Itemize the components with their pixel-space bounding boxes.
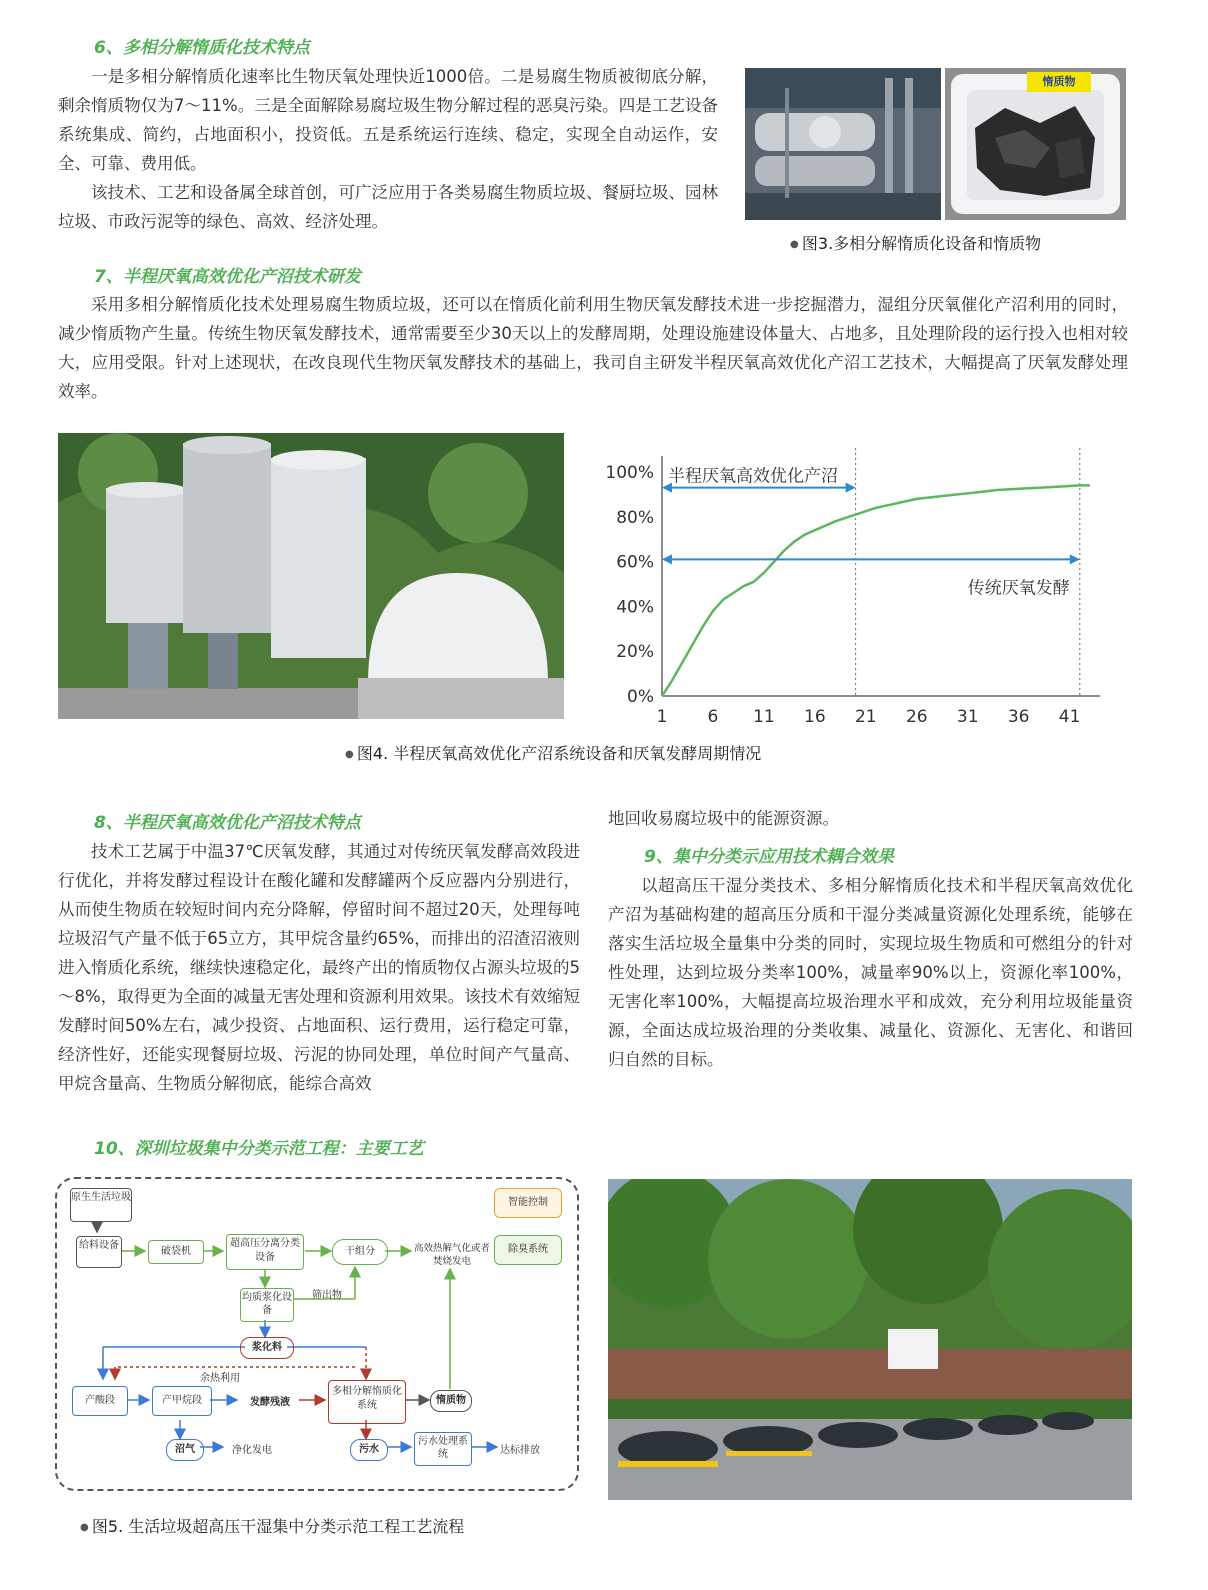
node-biogas: 沼气 xyxy=(166,1439,204,1461)
x-tick-label: 41 xyxy=(1058,707,1081,727)
sec9-p1: 以超高压干湿分类技术、多相分解惰质化技术和半程厌氧高效优化产沼为基础构建的超高压分质和干湿分类减量资源化处理系统，能够在落实生活垃圾全量集中分类的同时，实现垃圾生物质和可燃组分的针对性处理，达到垃圾分类率100%，减量率90%以上，资源化率100%，无害化率100%，大幅提高垃圾治理水平和成效，充分利用垃圾能量资源，全面达成垃圾治理的分类收集、减量化、资源化、无害化、和谐回归自然的目标。 xyxy=(608,876,1133,1069)
node-methane: 产甲烷段 xyxy=(152,1386,212,1416)
node-acid: 产酸段 xyxy=(72,1386,128,1416)
fig4-caption: ● 图4. 半程厌氧高效优化产沼系统设备和厌氧发酵周期情况 xyxy=(345,741,761,764)
sec7-body xyxy=(58,290,1128,406)
node-hp-sorter: 超高压分离分类设备 xyxy=(226,1234,304,1270)
y-tick-label: 40% xyxy=(616,597,654,618)
node-inert: 惰质物 xyxy=(430,1390,472,1412)
y-tick-label: 100% xyxy=(605,463,654,483)
anaerobic-cycle-chart xyxy=(590,440,1110,730)
sec10-title: 10、深圳垃圾集中分类示范工程：主要工艺 xyxy=(94,1139,424,1159)
demo-site-photo xyxy=(608,1179,1132,1500)
node-mpd: 多相分解惰质化系统 xyxy=(328,1380,406,1424)
node-bag-breaker: 破袋机 xyxy=(148,1240,204,1264)
x-tick-label: 36 xyxy=(1007,707,1030,727)
x-tick-label: 1 xyxy=(656,707,668,727)
annotation-label: 传统厌氧发酵 xyxy=(967,578,1070,599)
annotation-arrowhead xyxy=(662,554,672,564)
x-tick-label: 21 xyxy=(854,707,877,727)
sec6-body xyxy=(58,62,718,236)
sec7-title: 7、半程厌氧高效优化产沼技术研发 xyxy=(94,267,361,287)
node-incin: 高效热解气化或者焚烧发电 xyxy=(414,1243,491,1267)
tray-label: 惰质物 xyxy=(1042,75,1076,88)
annotation-label: 半程厌氧高效优化产沼 xyxy=(668,466,838,487)
anaerobic-tanks-photo xyxy=(58,433,564,719)
y-tick-label: 20% xyxy=(616,642,654,663)
sec8-p1: 技术工艺属于中温37℃厌氧发酵，其通过对传统厌氧发酵高效段进行优化，并将发酵过程设计在酸化罐和发酵罐两个反应器内分别进行，从而使生物质在较短时间内充分降解，停留时间不超过20天，处理每吨垃圾沼气产量不低于65立方，其甲烷含量约65%，而排出的沼渣沼液则进入惰质化系统，继续快速稳定化，最终产出的惰质物仅占源头垃圾的5～8%，取得更为全面的减量无害处理和资源利用效果。该技术有效缩短发酵时间50%左右，减少投资、占地面积、运行费用，运行稳定可靠，经济性好，还能实现餐厨垃圾、污泥的协同处理，单位时间产气量高、甲烷含量高、生物质分解彻底，能综合高效 xyxy=(58,842,580,1093)
annotation-arrowhead xyxy=(1070,554,1080,564)
sec8-title: 8、半程厌氧高效优化产沼技术特点 xyxy=(94,813,361,833)
sec8-continuation xyxy=(608,804,1133,833)
fig3-caption: ● 图3.多相分解惰质化设备和惰质物 xyxy=(790,231,1041,254)
node-source: 原生生活垃圾 xyxy=(70,1188,132,1222)
label-heat: 余热利用 xyxy=(200,1373,240,1384)
y-tick-label: 60% xyxy=(616,552,654,573)
node-homog: 均质浆化设备 xyxy=(240,1288,294,1322)
node-wastewater: 污水 xyxy=(350,1439,388,1461)
node-power: 净化发电 xyxy=(232,1445,272,1456)
inert-material-photo xyxy=(945,68,1126,220)
x-tick-label: 6 xyxy=(707,707,719,727)
node-ww-treat: 污水处理系统 xyxy=(414,1432,472,1466)
y-tick-label: 0% xyxy=(627,687,654,707)
label-screen: 筛出物 xyxy=(312,1290,342,1301)
node-dry: 干组分 xyxy=(332,1239,388,1265)
node-deodor: 除臭系统 xyxy=(494,1235,562,1265)
fig5-caption: ● 图5. 生活垃圾超高压干湿集中分类示范工程工艺流程 xyxy=(80,1514,464,1537)
x-tick-label: 11 xyxy=(753,707,775,727)
node-slurry: 浆化料 xyxy=(240,1337,294,1359)
sec8-body xyxy=(58,837,580,1098)
node-discharge: 达标排放 xyxy=(500,1445,540,1456)
x-tick-label: 31 xyxy=(956,707,979,727)
sec9-title: 9、集中分类示应用技术耦合效果 xyxy=(644,847,894,867)
node-residue: 发酵残液 xyxy=(250,1397,290,1408)
sec6-p1: 一是多相分解惰质化速率比生物厌氧处理快近1000倍。二是易腐生物质被彻底分解，剩余惰质物仅为7～11%。三是全面解除易腐垃圾生物分解过程的恶臭污染。四是工艺设备系统集成、简约，占地面积小，投资低。五是系统运行连续、稳定，实现全自动运作，安全、可靠、费用低。 xyxy=(58,67,718,173)
sec8-p1-cont: 地回收易腐垃圾中的能源资源。 xyxy=(608,809,839,828)
sec9-body xyxy=(608,871,1133,1074)
node-feed: 给料设备 xyxy=(76,1236,122,1268)
equipment-photo xyxy=(745,68,941,220)
sec7-p1: 采用多相分解惰质化技术处理易腐生物质垃圾，还可以在惰质化前利用生物厌氧发酵技术进一步挖掘潜力，湿组分厌氧催化产沼利用的同时，减少惰质物产生量。传统生物厌氧发酵技术，通常需要至少30天以上的发酵周期，处理设施建设体量大、占地多，且处理阶段的运行投入也相对较大，应用受限。针对上述现状，在改良现代生物厌氧发酵技术的基础上，我司自主研发半程厌氧高效优化产沼工艺技术，大幅提高了厌氧发酵处理效率。 xyxy=(58,295,1128,401)
x-tick-label: 26 xyxy=(905,707,928,727)
annotation-arrowhead xyxy=(846,483,856,493)
y-tick-label: 80% xyxy=(616,507,654,528)
sec6-title: 6、多相分解惰质化技术特点 xyxy=(94,38,310,58)
node-smart: 智能控制 xyxy=(494,1188,562,1218)
x-tick-label: 16 xyxy=(804,707,826,727)
sec6-p2: 该技术、工艺和设备属全球首创，可广泛应用于各类易腐生物质垃圾、餐厨垃圾、园林垃圾、市政污泥等的绿色、高效、经济处理。 xyxy=(58,183,718,231)
